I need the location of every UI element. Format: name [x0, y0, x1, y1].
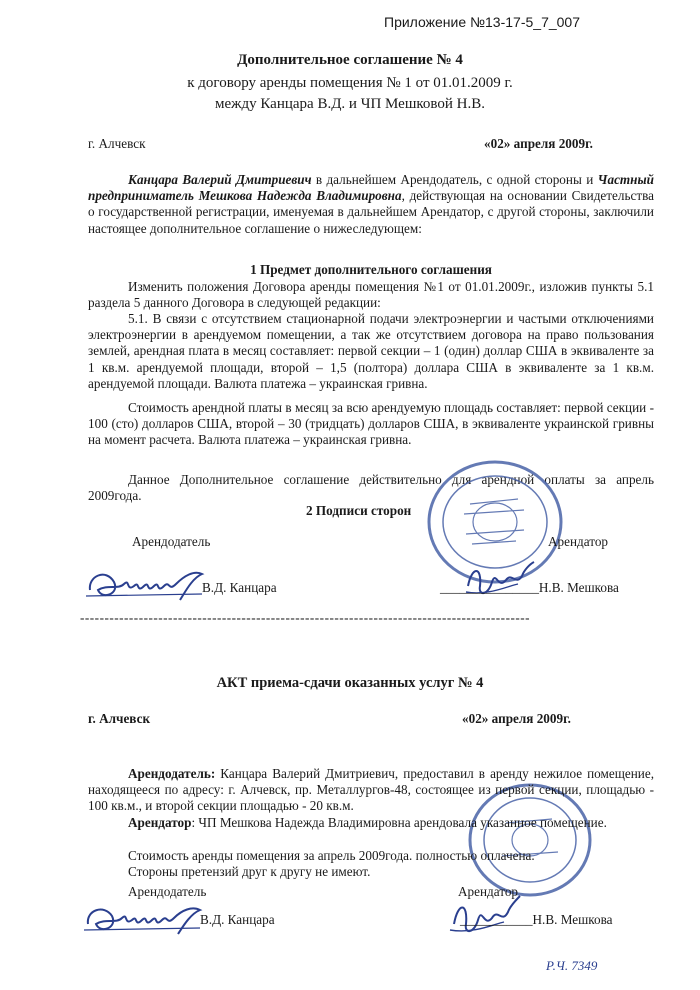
- act-lessee-label: Арендатор: [128, 815, 192, 830]
- agreement-city: г. Алчевск: [88, 136, 146, 151]
- act-lessor-text: Канцара Валерий Дмитриевич, предоставил в аренду нежилое помещение, находящееся по адресу: г. Алчевск, пр. Металлургов-48, состоящее из первой секции, площадью - 100 кв.м., и второй секции площадью - 20 кв.м.: [88, 766, 654, 814]
- act-lessor-sig-label: Арендодатель: [128, 884, 207, 899]
- agreement-lessor-sign-name: В.Д. Канцара: [202, 580, 277, 595]
- act-lessee-paragraph: [88, 815, 654, 831]
- appendix-reference: Приложение №13-17-5_7_007: [384, 14, 580, 30]
- handwritten-note: Р.Ч. 7349: [546, 958, 598, 973]
- agreement-subtitle-parties: между Канцара В.Д. и ЧП Мешковой Н.В.: [214, 96, 486, 112]
- act-lessee-sig-label: Арендатор: [458, 884, 519, 899]
- act-no-claims: Стороны претензий друг к другу не имеют.: [128, 864, 371, 879]
- agreement-parties-paragraph: [88, 172, 654, 237]
- act-date: «02» апреля 2009г.: [462, 711, 571, 726]
- agreement-subtitle-contract: к договору аренды помещения № 1 от 01.01.2009 г.: [187, 75, 513, 91]
- lessor-signature: [84, 560, 209, 606]
- act-paid-line: Стоимость аренды помещения за апрель 2009года. полностью оплачена.: [128, 848, 535, 863]
- act-lessor-sign-name: В.Д. Канцара: [200, 912, 275, 927]
- act-lessor-signature: [82, 898, 207, 940]
- and-word: и: [586, 172, 598, 187]
- section-separator: --------------------------------------------------------------------------------------------: [80, 610, 531, 625]
- section1-heading: 1 Предмет дополнительного соглашения: [250, 262, 492, 277]
- act-title: АКТ приема-сдачи оказанных услуг № 4: [216, 675, 484, 691]
- validity-paragraph: Данное Дополнительное соглашение действительно для арендной оплаты за апрель 2009года.: [88, 472, 654, 504]
- clause-5-1: 5.1. В связи с отсутствием стационарной подачи электроэнергии и частыми отключениями электроэнергии в арендуемом помещении, а так же отсутствием договора на право пользования землей, арендная плата в месяц составляет: первой секции – 1 (один) доллар США в эквиваленте за 1 кв.м. арендуемой площади, второй – 1,5 (полтора) доллара США в эквиваленте за 1 кв.м. арендуемой площади. Валюта платежа – украинская гривна.: [88, 311, 654, 391]
- section1-intro: Изменить положения Договора аренды помещения №1 от 01.01.2009г., изложив пункты 5.1 раздела 5 данного Договора в следующей редакции:: [88, 279, 654, 311]
- agreement-lessee-label: Арендатор: [548, 534, 609, 549]
- section2-heading: 2 Подписи сторон: [306, 503, 412, 518]
- rent-cost-paragraph: Стоимость арендной платы в месяц за всю арендуемую площадь составляет: первой секции - 100 (сто) долларов США, второй – 30 (тридцать) долларов США, в эквиваленте украинской гривны на момент расчета. Валюта платежа – украинская гривна.: [88, 400, 654, 448]
- lessee-role-text: , действующая на основании Свидетельства о государственной регистрации, именуемая в дальнейшем Арендатор, с другой стороны, заключили настоящее дополнительное соглашение о нижеследующем:: [88, 188, 654, 236]
- lessor-name: Канцара Валерий Дмитриевич: [128, 172, 312, 187]
- act-lessee-text: : ЧП Мешкова Надежда Владимировна арендовала указанное помещение.: [191, 815, 607, 830]
- lessor-role-text: в дальнейшем Арендодатель, с одной стороны: [311, 172, 582, 187]
- act-lessor-label: Арендодатель:: [128, 766, 216, 781]
- agreement-date: «02» апреля 2009г.: [484, 136, 593, 151]
- act-lessee-sign-line: ___________Н.В. Мешкова: [460, 912, 613, 927]
- act-city: г. Алчевск: [88, 711, 151, 726]
- agreement-title: Дополнительное соглашение № 4: [237, 52, 463, 68]
- act-lessor-paragraph: [88, 766, 654, 815]
- lessee-name: Частный предприниматель Мешкова Надежда Владимировна: [88, 172, 654, 204]
- agreement-lessor-label: Арендодатель: [132, 534, 211, 549]
- agreement-lessee-sign-line: _______________Н.В. Мешкова: [440, 580, 619, 595]
